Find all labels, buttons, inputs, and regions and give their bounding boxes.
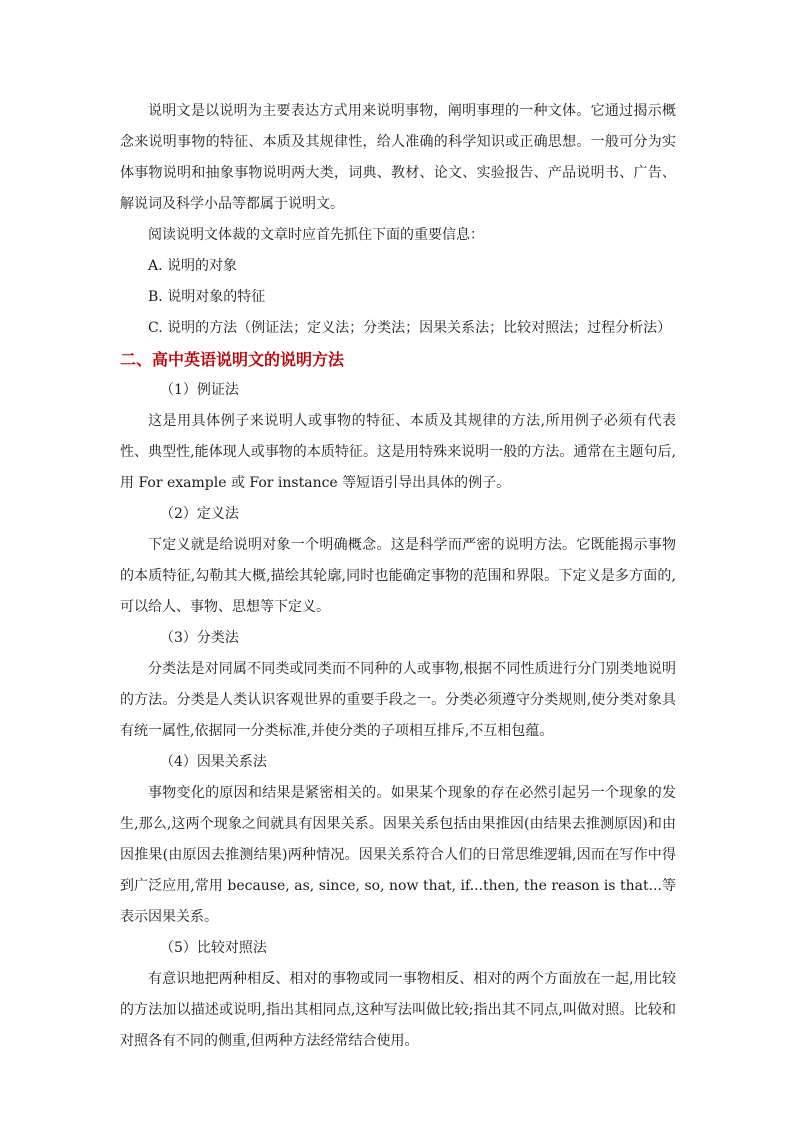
method-title-definition: （2）定义法 <box>160 506 239 522</box>
method-text-comparison: 有意识地把两种相反、相对的事物或同一事物相反、相对的两个方面放在一起,用比较的方法加以描述或说明,指出其相同点,这种写法叫做比较;指出其不同点,叫做对照。比较和对照各有不同的侧重,但两种方法经常结合使用。 <box>120 971 676 1049</box>
info-item-b: B. 说明对象的特征 <box>148 289 266 305</box>
method-text-example: 这是用具体例子来说明人或事物的特征、本质及其规律的方法,所用例子必须有代表性、典型性,能体现人或事物的本质特征。这是用特殊来说明一般的方法。通常在主题句后,用 For example 或 For instance 等短语引导出具体的例子。 <box>120 413 676 491</box>
method-title-cause-effect: （4）因果关系法 <box>160 754 267 770</box>
intro-paragraph: 说明文是以说明为主要表达方式用来说明事物，阐明事理的一种文体。它通过揭示概念来说明事物的特征、本质及其规律性，给人准确的科学知识或正确思想。一般可分为实体事物说明和抽象事物说明两大类，词典、教材、论文、实验报告、产品说明书、广告、解说词及科学小品等都属于说明文。 <box>120 103 676 212</box>
method-title-classification: （3）分类法 <box>160 630 239 646</box>
info-item-a: A. 说明的对象 <box>148 258 238 274</box>
document-page <box>120 96 676 1057</box>
method-text-definition: 下定义就是给说明对象一个明确概念。这是科学而严密的说明方法。它既能揭示事物的本质特征,勾勒其大概,描绘其轮廓,同时也能确定事物的范围和界限。下定义是多方面的,可以给人、事物、思想等下定义。 <box>120 537 676 615</box>
method-title-comparison: （5）比较对照法 <box>160 940 267 956</box>
info-item-c: C. 说明的方法（例证法；定义法；分类法；因果关系法；比较对照法；过程分析法） <box>148 320 672 336</box>
section-heading: 二、高中英语说明文的说明方法 <box>120 350 345 369</box>
intro-lead-paragraph: 阅读说明文体裁的文章时应首先抓住下面的重要信息： <box>148 227 484 243</box>
method-title-example: （1）例证法 <box>160 382 239 398</box>
method-text-classification: 分类法是对同属不同类或同类而不同种的人或事物,根据不同性质进行分门别类地说明的方法。分类是人类认识客观世界的重要手段之一。分类必须遵守分类规则,使分类对象具有统一属性,依据同一分类标准,并使分类的子项相互排斥,不互相包蕴。 <box>120 661 676 739</box>
method-text-cause-effect: 事物变化的原因和结果是紧密相关的。如果某个现象的存在必然引起另一个现象的发生,那么,这两个现象之间就具有因果关系。因果关系包括由果推因(由结果去推测原因)和由因推果(由原因去推测结果)两种情况。因果关系符合人们的日常思维逻辑,因而在写作中得到广泛应用,常用 because, as, since, so, now that, if...then, the reason is that...等表示因果关系。 <box>120 785 676 925</box>
